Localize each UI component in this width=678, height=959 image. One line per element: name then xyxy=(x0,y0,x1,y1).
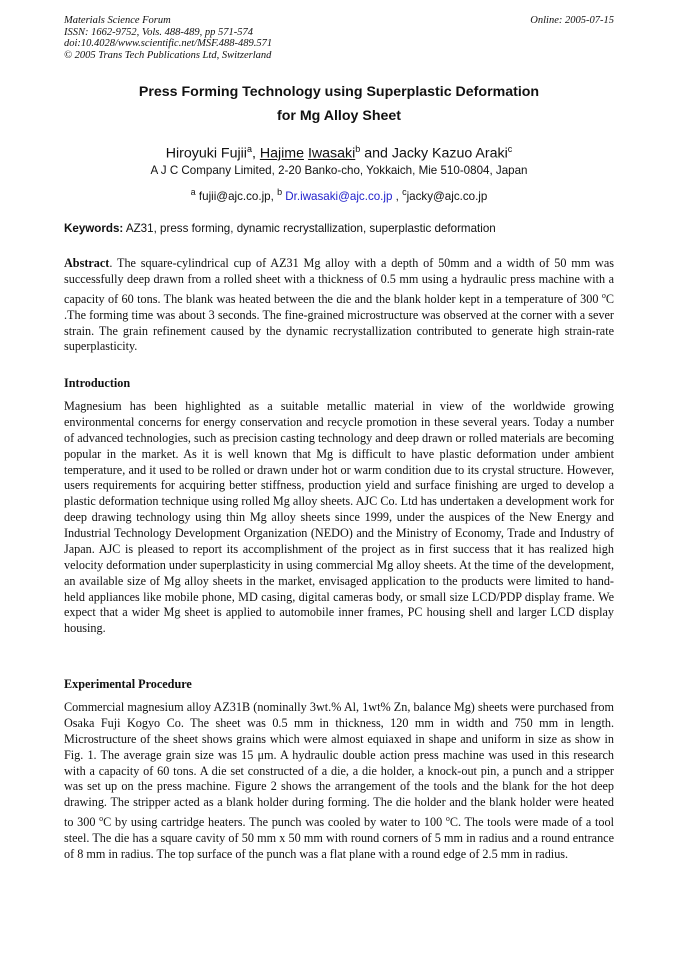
degree-sup: o xyxy=(99,814,104,824)
affiliation: A J C Company Limited, 2-20 Banko-cho, Yokkaich, Mie 510-0804, Japan xyxy=(150,164,528,177)
email-list xyxy=(64,185,614,204)
author-araki: Jacky Kazuo Araki xyxy=(391,145,508,162)
doi-line: doi:10.4028/www.scientific.net/MSF.488-489.571 xyxy=(64,38,273,49)
email-a-sup: a xyxy=(190,187,196,197)
journal-name: Materials Science Forum xyxy=(64,15,171,26)
issn-line: ISSN: 1662-9752, Vols. 488-489, pp 571-574 xyxy=(64,26,253,38)
abstract-text-2: C .The forming time was about 3 seconds. The fine-grained microstructure was observed at the corner with a sever strain. The grain refinement caused by the dynamic recrystallization contributed to generate high strain-rate superplasticity. xyxy=(64,291,614,354)
running-header xyxy=(64,15,614,61)
experimental-text-1: Commercial magnesium alloy AZ31B (nominally 3wt.% Al, 1wt% Zn, balance Mg) sheets were purchased from Osaka Fuji Kogyo Co. The sheet was 0.5 mm in thickness, 120 mm in width and 750 mm in length. Microstructure of the sheet shows grains which were almost equiaxed in shape and uniform in size as show in Fig. 1. The average grain size was 15 μm. A hydraulic double action press machine was used in this research with a capacity of 60 tons. A die set constructed of a die, a die holder, a knock-out pin, a punch and a stripper was set up on the press machine. Figure 2 shows the arrangement of the tools and the blank for the hot deep drawing. The stripper acted as a blank holder during forming. The die holder and the blank holder were heated to 300 xyxy=(64,700,614,830)
author-fujii: Hiroyuki Fujii xyxy=(165,145,247,162)
introduction-heading: Introduction xyxy=(64,376,131,390)
email-sep: , xyxy=(392,189,403,203)
abstract-label: Abstract xyxy=(64,256,110,270)
email-b-sup: b xyxy=(277,187,283,197)
copyright-line: © 2005 Trans Tech Publications Ltd, Switzerland xyxy=(64,49,272,61)
title-line-2: for Mg Alloy Sheet xyxy=(276,108,401,124)
author-iwasaki-first: Hajime xyxy=(259,145,304,162)
author-fujii-sup: a xyxy=(246,144,252,154)
degree-sup: o xyxy=(601,290,606,300)
email-araki: jacky@ajc.co.jp xyxy=(406,189,488,203)
online-date: Online: 2005-07-15 xyxy=(530,15,614,26)
author-araki-sup: c xyxy=(507,144,513,154)
keywords-label: Keywords: xyxy=(64,222,124,235)
experimental-heading: Experimental Procedure xyxy=(64,677,192,691)
degree-sup: o xyxy=(445,814,450,824)
experimental-paragraph xyxy=(64,700,614,863)
author-sep: and xyxy=(360,145,392,162)
abstract-text-1: . The square-cylindrical cup of AZ31 Mg alloy with a depth of 50mm and a width of 50 mm was successfully deep drawn from a rolled sheet with a thickness of 0.5 mm using a hydraulic press machine with a capacity of 60 tons. The blank was heated between the die and the blank holder kept in a temperature of 300 xyxy=(64,256,614,306)
email-c-sup: c xyxy=(402,187,407,197)
email-fujii: fujii@ajc.co.jp, xyxy=(195,189,278,203)
keywords xyxy=(64,222,616,236)
author-iwasaki-last: Iwasaki xyxy=(307,145,356,162)
experimental-text-2: C by using cartridge heaters. The punch was cooled by water to 100 xyxy=(103,815,446,830)
title-line-1: Press Forming Technology using Superplastic Deformation xyxy=(138,84,540,100)
author-sep: , xyxy=(251,145,260,162)
abstract-paragraph xyxy=(64,256,614,355)
author-list xyxy=(64,140,614,163)
keywords-text: AZ31, press forming, dynamic recrystallization, superplastic deformation xyxy=(123,222,496,235)
email-iwasaki-link[interactable]: Dr.iwasaki@ajc.co.jp xyxy=(282,189,393,203)
introduction-paragraph: Magnesium has been highlighted as a suitable metallic material in view of the worldwide growing environmental concerns for energy conservation and recycle promotion in these several years. Today a number of advanced technologies, such as precision casting technology and deep drawn or rolled materials are becoming popular in the market. As it is well known that Mg is difficult to have plastic deformation under ambient temperature, and it used to be rolled or drawn under hot or warm condition due to its crystal structure. However, users requirements for acquiring better stiffness, production yield and surface finishing are urged to develop a plastic deformation technique using rolled Mg alloy sheets. AJC Co. Ltd has undertaken a development work for deep drawing technology using thin Mg alloy sheets since 1999, under the auspices of the New Energy and Industrial Technology Development Organization (NEDO) and the Ministry of Economy, Trade and Industry of Japan. AJC is pleased to report its accomplishment of the project as in first success that it has realized high velocity deformation under superplasticity in using commercial Mg alloy sheets. At the time of the development, an available size of Mg alloy sheets in the market, envisaged application to the products were limited to hand-held appliances like mobile phone, MD casing, digital cameras body, or small size LCD/PDP display frame. We expect that a wider Mg sheet is applied to automobile inner frames, PC housing shell and larger LCD display housing. xyxy=(64,399,614,636)
paper-title xyxy=(64,80,614,128)
author-iwasaki-sup: b xyxy=(355,144,361,154)
experimental-text-3: C. The tools were made of a tool steel. The die has a square cavity of 50 mm x 50 mm with round corners of 5 mm in radius and a round entrance of 8 mm in radius. The top surface of the punch was a flat plane with a round edge of 2.5 mm in radius. xyxy=(64,815,614,861)
